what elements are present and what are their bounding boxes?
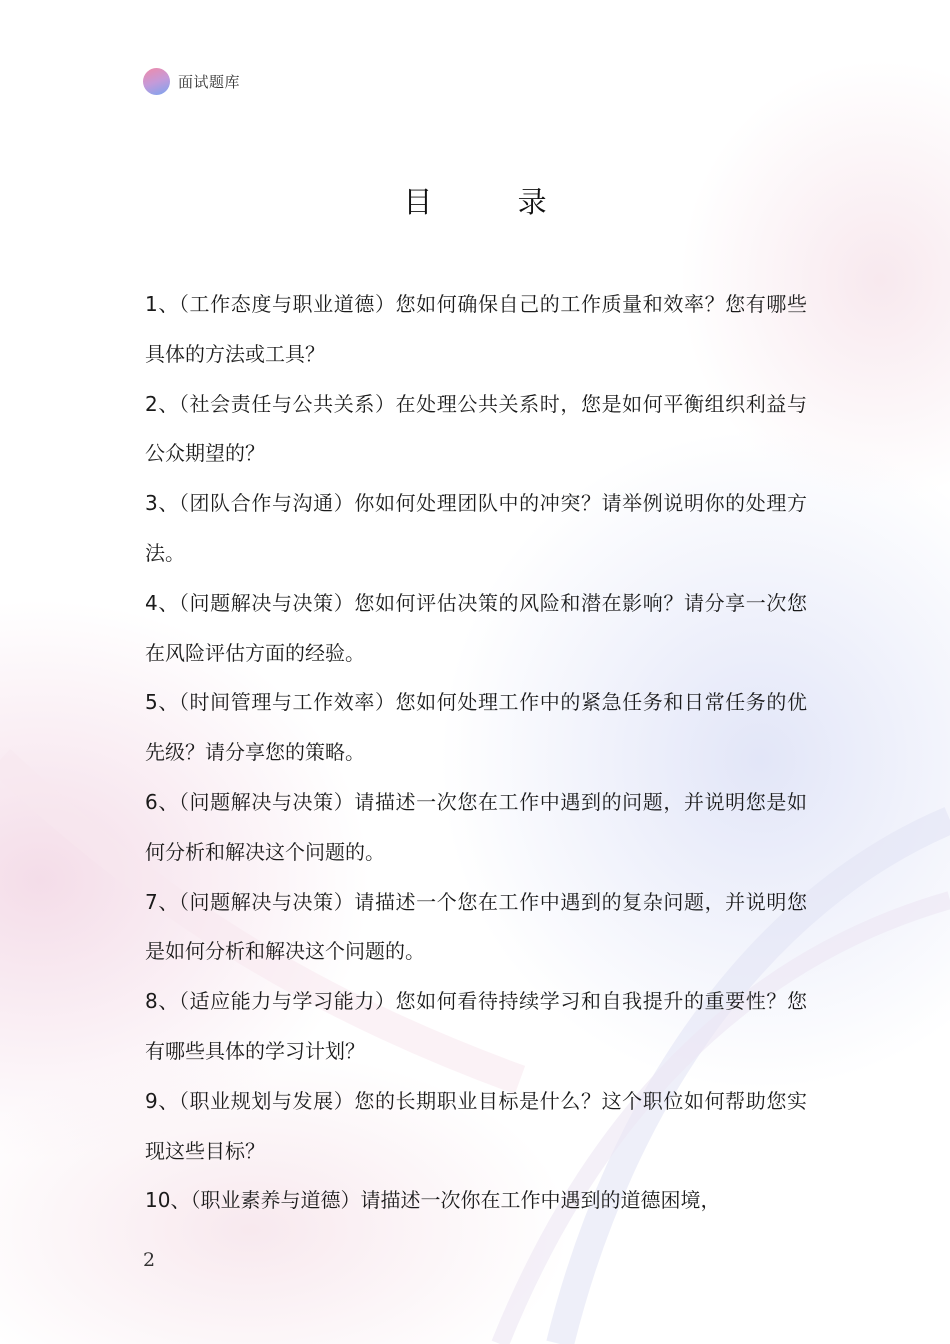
toc-item[interactable]: 9、（职业规划与发展）您的长期职业目标是什么？这个职位如何帮助您实现这些目标？: [145, 1088, 807, 1163]
page-header: [143, 66, 240, 96]
toc-list: [145, 280, 807, 1226]
toc-item[interactable]: 5、（时间管理与工作效率）您如何处理工作中的紧急任务和日常任务的优先级？请分享您的策略。: [145, 690, 807, 765]
toc-item[interactable]: 6、（问题解决与决策）请描述一次您在工作中遇到的问题，并说明您是如何分析和解决这个问题的。: [145, 789, 807, 864]
toc-item[interactable]: 3、（团队合作与沟通）你如何处理团队中的冲突？请举例说明你的处理方法。: [145, 491, 807, 565]
toc-item[interactable]: 8、（适应能力与学习能力）您如何看待持续学习和自我提升的重要性？您有哪些具体的学习计划？: [145, 989, 807, 1063]
toc-item[interactable]: 2、（社会责任与公共关系）在处理公共关系时，您是如何平衡组织利益与公众期望的？: [145, 391, 807, 466]
page-number: 2: [143, 1249, 156, 1271]
toc-item[interactable]: 1、（工作态度与职业道德）您如何确保自己的工作质量和效率？您有哪些具体的方法或工具？: [145, 292, 807, 366]
header-title: 面试题库: [178, 72, 241, 91]
toc-item[interactable]: 10、（职业素养与道德）请描述一次你在工作中遇到的道德困境，: [145, 1188, 721, 1213]
toc-title: 目 录: [403, 185, 585, 219]
gradient-circle-logo-icon: [143, 68, 170, 95]
toc-item[interactable]: 7、（问题解决与决策）请描述一个您在工作中遇到的复杂问题，并说明您是如何分析和解决这个问题的。: [145, 889, 807, 964]
toc-item[interactable]: 4、（问题解决与决策）您如何评估决策的风险和潜在影响？请分享一次您在风险评估方面的经验。: [145, 590, 807, 665]
